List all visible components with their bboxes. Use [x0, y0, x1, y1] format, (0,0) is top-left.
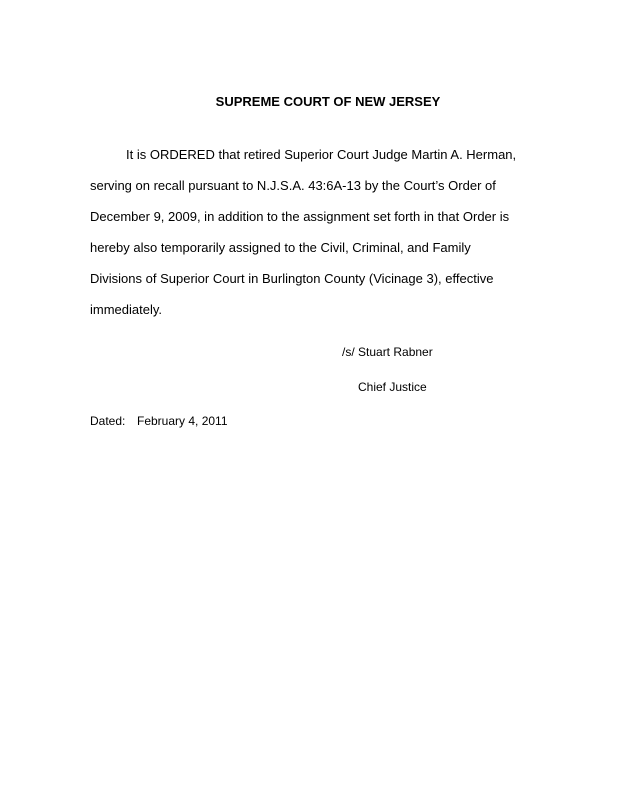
order-line-4: hereby also temporarily assigned to the Civil, Criminal, and Family — [90, 240, 471, 255]
order-line-6: immediately. — [90, 302, 163, 317]
dated-label: Dated: — [90, 414, 126, 428]
order-line-5: Divisions of Superior Court in Burlington County (Vicinage 3), effective — [90, 271, 494, 286]
signature-line: /s/ Stuart Rabner — [342, 345, 433, 359]
dated-row — [90, 413, 228, 429]
order-line-3: December 9, 2009, in addition to the assignment set forth in that Order is — [90, 209, 510, 224]
document-title: SUPREME COURT OF NEW JERSEY — [215, 94, 441, 109]
order-line-1: It is ORDERED that retired Superior Court Judge Martin A. Herman, — [126, 147, 517, 162]
dated-value: February 4, 2011 — [137, 414, 228, 428]
signature-title: Chief Justice — [358, 380, 427, 394]
order-line-2: serving on recall pursuant to N.J.S.A. 43:6A-13 by the Court’s Order of — [90, 178, 496, 193]
order-paragraph — [90, 139, 540, 325]
